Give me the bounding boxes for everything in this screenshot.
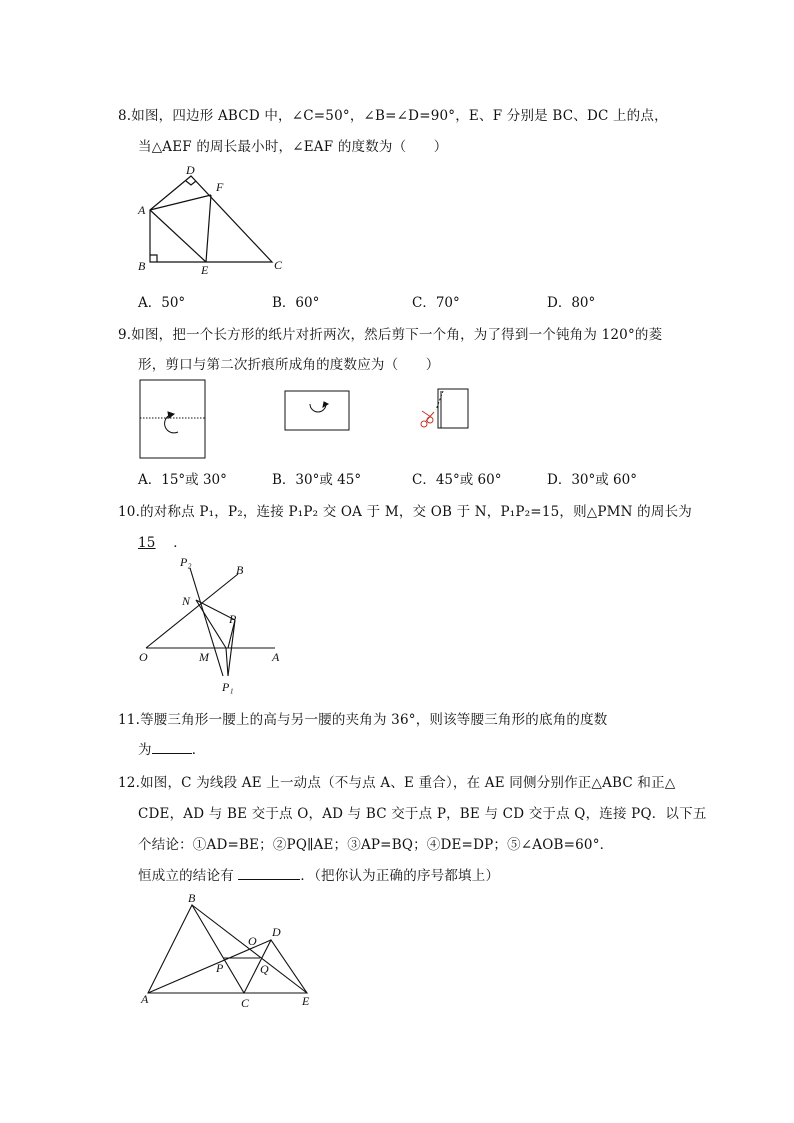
q12-label-p: P	[216, 961, 224, 975]
q10-label-o: O	[139, 650, 148, 664]
q12-suffix: ．（把你认为正确的序号都填上）	[300, 868, 500, 884]
q8-option-c[interactable]: C．70°	[412, 295, 460, 311]
q12-label-a: A	[141, 992, 149, 1006]
q8-line1: 8.如图，四边形 ABCD 中，∠C=50°，∠B=∠D=90°，E、F 分别是 BC、DC 上的点，	[118, 108, 668, 124]
q10-label-p1: P₁	[222, 680, 234, 694]
q11-suffix: ．	[191, 742, 206, 758]
q9-option-a[interactable]: A．15°或 30°	[138, 472, 227, 488]
q10-answer-period: ．	[173, 535, 187, 551]
q10-label-a: A	[272, 650, 280, 664]
q9-option-c[interactable]: C．45°或 60°	[412, 472, 502, 488]
q12-label-b: B	[188, 891, 196, 905]
q9-line2: 形，剪口与第二次折痕所成角的度数应为（ ）	[138, 357, 440, 373]
q9-option-b[interactable]: B．30°或 45°	[272, 472, 362, 488]
q8-label-b: B	[138, 259, 146, 273]
q9-line1: 9.如图，把一个长方形的纸片对折两次，然后剪下一个角，为了得到一个钝角为 120°的菱	[118, 327, 663, 343]
q12-label-c: C	[241, 996, 250, 1010]
q8-label-e: E	[201, 263, 209, 277]
q8-label-a: A	[138, 203, 146, 217]
q12-prefix: 恒成立的结论有	[138, 868, 234, 884]
q10-label-m: M	[199, 650, 209, 664]
q10-line1: 10.的对称点 P₁，P₂，连接 P₁P₂ 交 OA 于 M，交 OB 于 N，P₁P₂=15，则△PMN 的周长为	[118, 504, 692, 520]
q8-option-a[interactable]: A．50°	[138, 295, 186, 311]
q12-label-e: E	[302, 994, 310, 1008]
q9-option-d[interactable]: D．30°或 60°	[547, 472, 637, 488]
q11-line1: 11.等腰三角形一腰上的高与另一腰的夹角为 36°，则该等腰三角形的底角的度数	[118, 712, 608, 728]
q8-option-d[interactable]: D．80°	[547, 295, 596, 311]
q8-option-b[interactable]: B．60°	[272, 295, 320, 311]
q10-label-n: N	[182, 594, 191, 608]
q12-line3: 个结论：①AD=BE；②PQ∥AE；③AP=BQ；④DE=DP；⑤∠AOB=60°．	[138, 837, 614, 853]
q12-label-q: Q	[260, 962, 269, 976]
q12-line2: CDE，AD 与 BE 交于点 O，AD 与 BC 交于点 P，BE 与 CD 交于点 Q，连接 PQ．以下五	[138, 806, 707, 822]
q8-label-c: C	[274, 258, 283, 272]
q8-label-f: F	[216, 180, 224, 194]
q12-label-o: O	[248, 934, 257, 948]
q12-line1: 12.如图，C 为线段 AE 上一动点（不与点 A、E 重合），在 AE 同侧分别作正△ABC 和正△	[118, 775, 676, 791]
q12-label-d: D	[272, 925, 281, 939]
q8-label-d: D	[186, 163, 195, 177]
q10-label-b: B	[236, 563, 244, 577]
q8-line2: 当△AEF 的周长最小时，∠EAF 的度数为（ ）	[138, 139, 448, 155]
q10-label-p: P	[229, 612, 237, 626]
q11-prefix: 为	[138, 742, 152, 758]
q10-answer: 15	[138, 535, 156, 551]
q10-label-p2: P₂	[180, 555, 192, 569]
